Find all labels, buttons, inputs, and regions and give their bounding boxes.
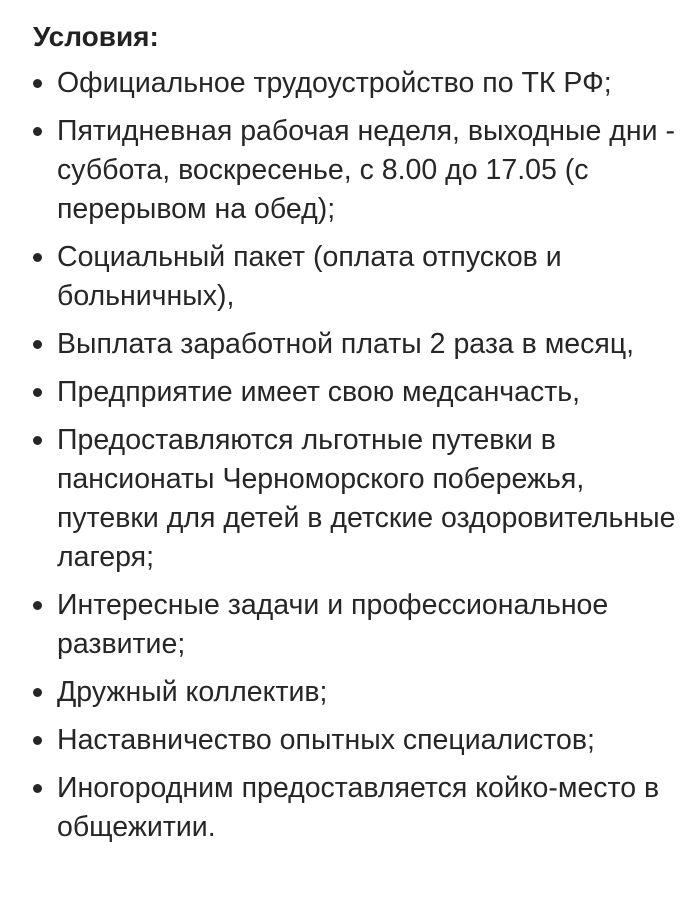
bullet-icon [33,127,42,136]
list-item [33,421,680,577]
bullet-icon [33,736,42,745]
list-item [33,112,680,229]
bullet-icon [33,601,42,610]
bullet-icon [33,253,42,262]
conditions-list [33,64,680,847]
list-item-text: Предприятие имеет свою медсанчасть, [57,376,581,408]
list-item-text: Иногородним предоставляется койко-место в общежитии. [57,772,660,843]
bullet-icon [33,436,42,445]
list-item [33,721,680,760]
list-item-text: Выплата заработной платы 2 раза в месяц, [57,328,635,360]
list-item-text: Официальное трудоустройство по ТК РФ; [57,67,612,99]
list-item-text: Социальный пакет (оплата отпусков и больничных), [57,241,562,312]
bullet-icon [33,388,42,397]
list-item [33,769,680,847]
list-item [33,238,680,316]
bullet-icon [33,784,42,793]
list-item-text: Предоставляются льготные путевки в пансионаты Черноморского побережья, путевки для детей в детские оздоровительные лагеря; [57,424,676,573]
list-item [33,586,680,664]
list-item [33,373,680,412]
list-item-text: Наставничество опытных специалистов; [57,724,595,756]
bullet-icon [33,688,42,697]
bullet-icon [33,79,42,88]
list-item-text: Пятидневная рабочая неделя, выходные дни - суббота, воскресенье, с 8.00 до 17.05 (с перерывом на обед); [57,115,675,225]
list-item [33,64,680,103]
list-item-text: Интересные задачи и профессиональное развитие; [57,589,609,660]
bullet-icon [33,340,42,349]
list-item [33,325,680,364]
list-item [33,673,680,712]
section-heading: Условия: [33,21,159,52]
list-item-text: Дружный коллектив; [57,676,328,708]
